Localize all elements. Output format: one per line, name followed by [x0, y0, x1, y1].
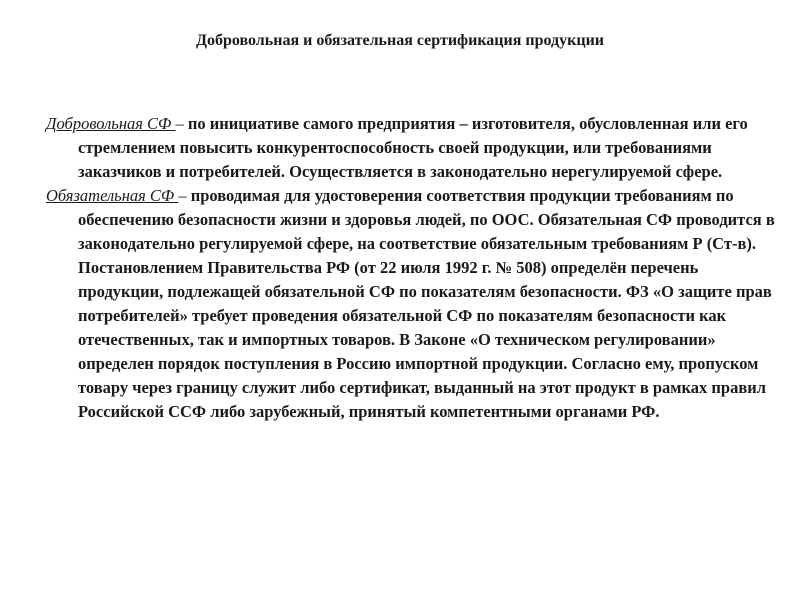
- term-dash: –: [175, 114, 184, 133]
- slide-body: [46, 112, 776, 424]
- term-voluntary-certification: Добровольная СФ: [46, 114, 176, 133]
- slide-title: Добровольная и обязательная сертификация продукции: [195, 32, 605, 49]
- term-dash: –: [178, 186, 187, 205]
- paragraph-text: проводимая для удостоверения соответствия продукции требованиям по обеспечению безопасности жизни и здоровья людей, по ООС. Обязательная СФ проводится в законодательно регулируемой сфере, на соответствие обязательным требованиям Р (Ст-в). Постановлением Правительства РФ (от 22 июля 1992 г. № 508) определён перечень продукции, подлежащей обязательной СФ по показателям безопасности. ФЗ «О защите прав потребителей» требует проведения обязательной СФ по показателям безопасности как отечественных, так и импортных товаров. В Законе «О техническом регулировании» определен порядок поступления в Россию импортной продукции. Согласно ему, пропуском товару через границу служит либо сертификат, выданный на этот продукт в рамках правил Российской ССФ либо зарубежный, принятый компетентными органами РФ.: [78, 186, 775, 421]
- paragraph-voluntary-certification: [46, 112, 776, 184]
- paragraph-mandatory-certification: [46, 184, 776, 424]
- paragraph-text: по инициативе самого предприятия – изготовителя, обусловленная или его стремлением повысить конкурентоспособность своей продукции, или требованиями заказчиков и потребителей. Осуществляется в законодательно нерегулируемой сфере.: [78, 114, 748, 181]
- term-mandatory-certification: Обязательная СФ: [46, 186, 179, 205]
